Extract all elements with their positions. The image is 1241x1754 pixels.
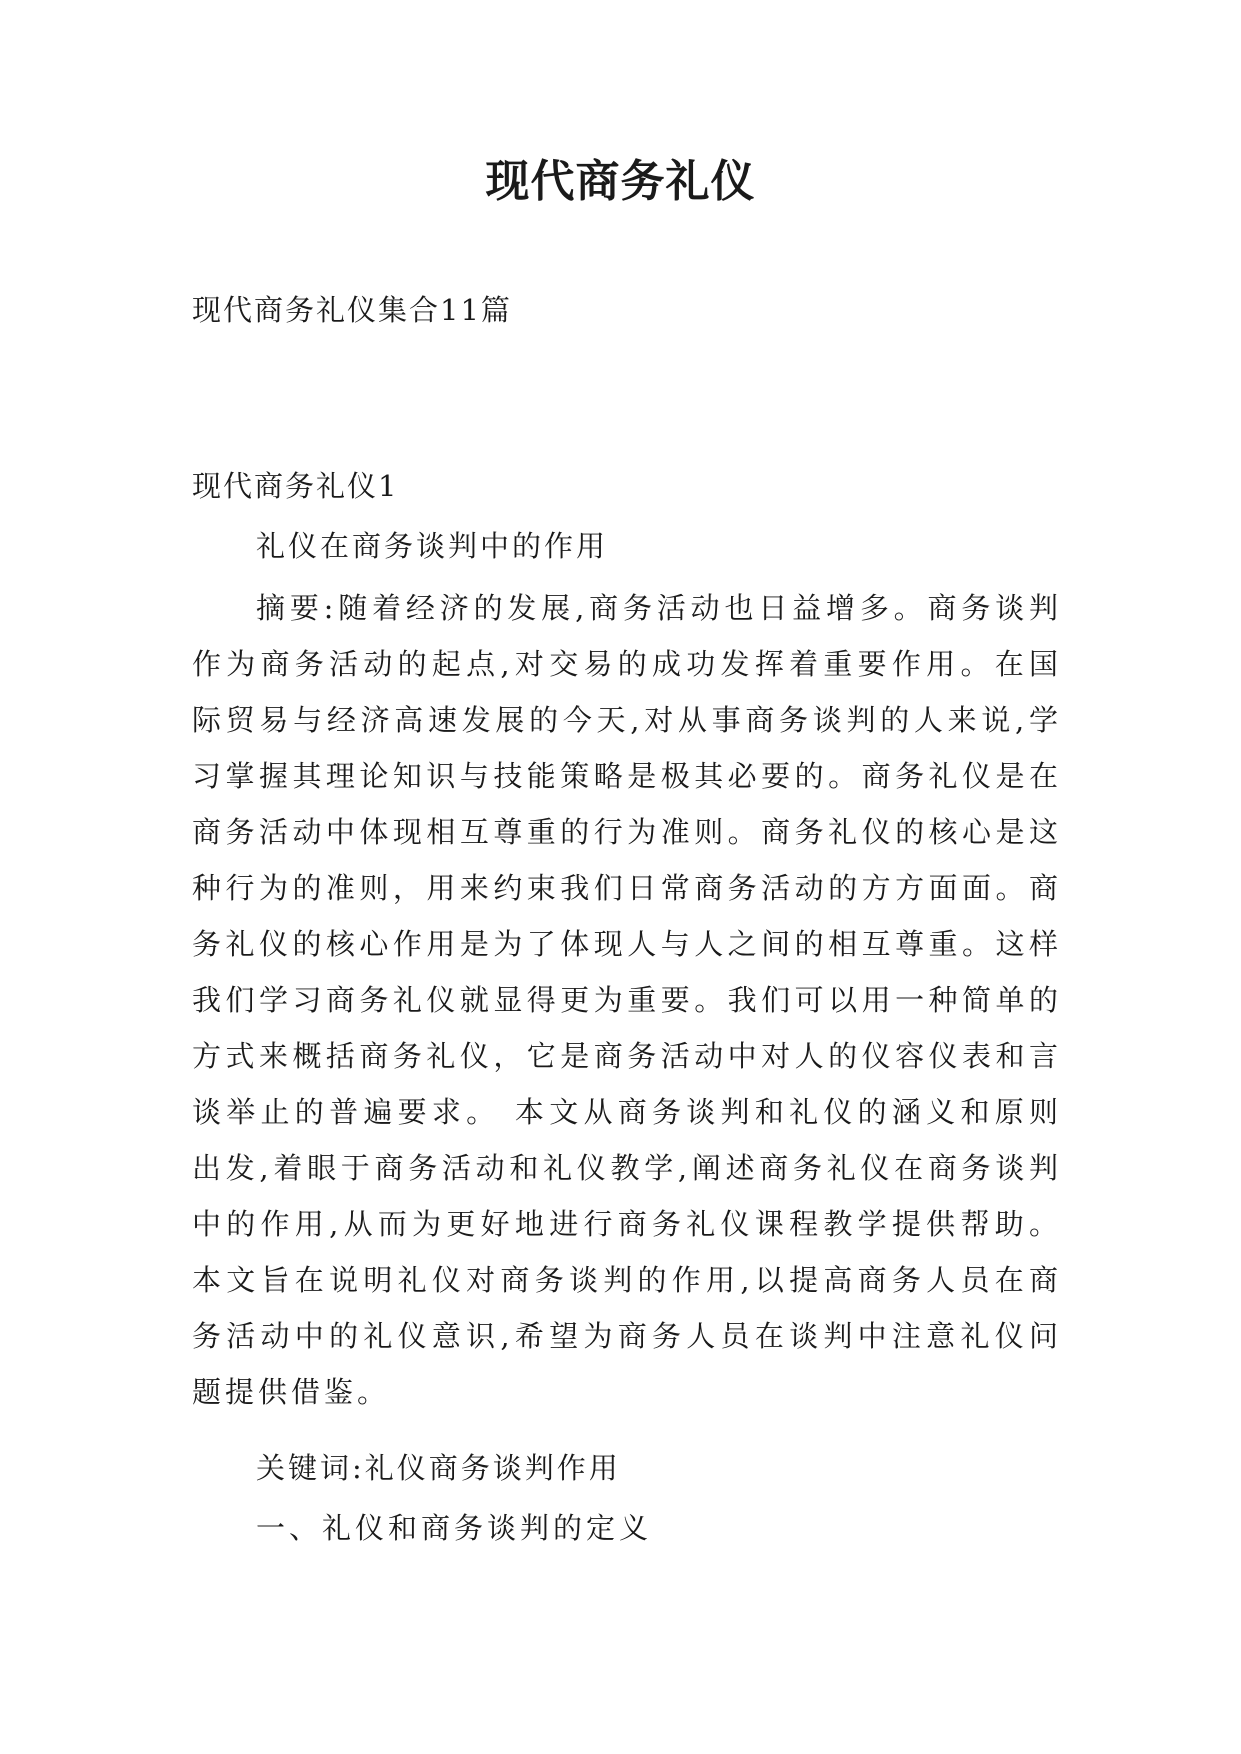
article-title: 礼仪在商务谈判中的作用 xyxy=(256,529,609,563)
subsection-heading: 一、礼仪和商务谈判的定义 xyxy=(256,1511,653,1545)
document-title: 现代商务礼仪 xyxy=(485,156,756,207)
document-subtitle: 现代商务礼仪集合11篇 xyxy=(192,293,512,327)
abstract-paragraph: 摘要:随着经济的发展,商务活动也日益增多。商务谈判作为商务活动的起点,对交易的成功发挥着重要作用。在国际贸易与经济高速发展的今天,对从事商务谈判的人来说,学习掌握其理论知识与技能策略是极其必要的。商务礼仪是在商务活动中体现相互尊重的行为准则。商务礼仪的核心是这种行为的准则，用来约束我们日常商务活动的方方面面。商务礼仪的核心作用是为了体现人与人之间的相互尊重。这样我们学习商务礼仪就显得更为重要。我们可以用一种简单的方式来概括商务礼仪，它是商务活动中对人的仪容仪表和言谈举止的普遍要求。 本文从商务谈判和礼仪的涵义和原则出发,着眼于商务活动和礼仪教学,阐述商务礼仪在商务谈判中的作用,从而为更好地进行商务礼仪课程教学提供帮助。本文旨在说明礼仪对商务谈判的作用,以提高商务人员在商务活动中的礼仪意识,希望为商务人员在谈判中注意礼仪问题提供借鉴。 xyxy=(192,591,1062,1409)
keywords-line: 关键词:礼仪商务谈判作用 xyxy=(256,1451,621,1485)
section-heading: 现代商务礼仪1 xyxy=(192,469,399,503)
